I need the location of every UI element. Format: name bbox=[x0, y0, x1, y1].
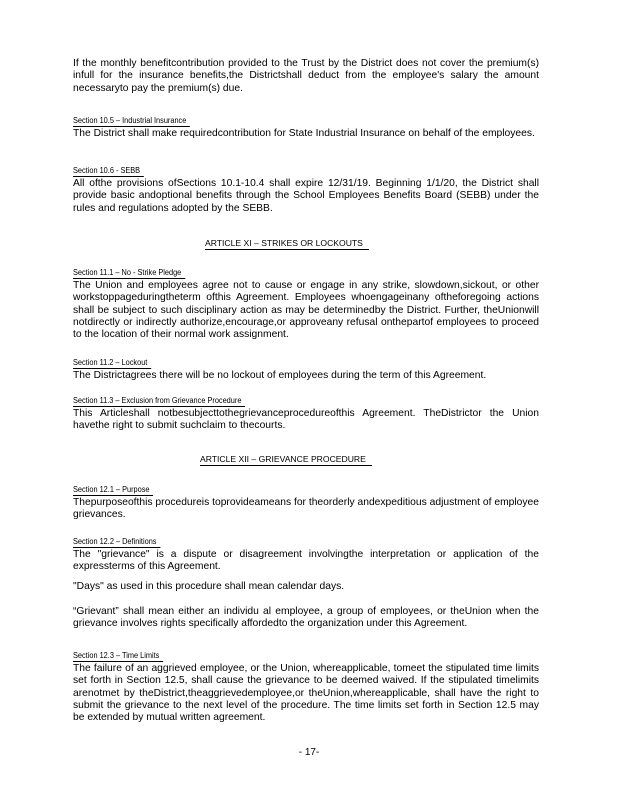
section-10-5 bbox=[73, 110, 539, 140]
grievant-definition bbox=[73, 606, 539, 631]
section-heading: Section 11.2 – Lockout bbox=[73, 358, 151, 369]
section-11-1 bbox=[73, 262, 539, 341]
section-heading: Section 12.2 – Definitions bbox=[73, 537, 160, 548]
section-12-2 bbox=[73, 531, 539, 574]
section-heading: Section 11.1 – No - Strike Pledge bbox=[73, 268, 185, 279]
section-heading: Section 11.3 – Exclusion from Grievance Procedure bbox=[73, 396, 245, 407]
continuation-paragraph bbox=[73, 58, 539, 95]
article-xii-title: ARTICLE XII – GRIEVANCE PROCEDURE bbox=[200, 454, 372, 466]
section-text: The District shall make requiredcontribution for State Industrial Insurance on behalf of the employees. bbox=[73, 128, 535, 139]
section-text: The failure of an aggrieved employee, or the Union, whereapplicable, tomeet the stipulated time limits set forth in Section 12.5, shall cause the grievance to be deemed waived. If the stipulated timelimits arenotmet by theDistrict,theaggrievedemployee,or theUnion,whereapplicable, shall have the right to submit the grievance to the next level of the procedure. The time limits set forth in Section 12.5 may be extended by mutual written agreement. bbox=[73, 663, 539, 724]
section-text: The "grievance" is a dispute or disagreement involvingthe interpretation or application of the expressterms of this Agreement. bbox=[73, 549, 539, 573]
article-xi-title: ARTICLE XI – STRIKES OR LOCKOUTS bbox=[205, 238, 369, 250]
section-12-1 bbox=[73, 479, 539, 522]
section-12-3 bbox=[73, 645, 539, 724]
paragraph-text: "Days" as used in this procedure shall mean calendar days. bbox=[73, 581, 345, 592]
page-number: - 17- bbox=[298, 747, 320, 758]
section-11-2 bbox=[73, 352, 539, 382]
section-10-6 bbox=[73, 160, 539, 215]
section-heading: Section 10.5 – Industrial Insurance bbox=[73, 116, 190, 127]
section-heading: Section 12.3 – Time Limits bbox=[73, 651, 163, 662]
section-text: Thepurposeofthis procedureis toprovideameans for theorderly andexpeditious adjustment of employee grievances. bbox=[73, 497, 539, 521]
section-text: The Districtagrees there will be no lockout of employees during the term of this Agreement. bbox=[73, 370, 487, 381]
section-text: This Articleshall notbesubjecttothegrievanceprocedureofthis Agreement. TheDistrictor the Union havethe right to submit suchclaim to thecourts. bbox=[73, 408, 539, 432]
section-heading: Section 12.1 – Purpose bbox=[73, 485, 153, 496]
section-11-3 bbox=[73, 390, 539, 433]
paragraph-text: If the monthly benefitcontribution provided to the Trust by the District does not cover the premium(s) infull for the insurance benefits,the Districtshall deduct from the employee's salary the amount necessaryto pay the premium(s) due. bbox=[73, 58, 539, 94]
section-text: The Union and employees agree not to cause or engage in any strike, slowdown,sickout, or other workstoppageduringtheterm ofthis Agreement. Employees whoengageinany oftheforegoing actions shall be subject to such disciplinary action as may be determinedby the District. Further, theUnionwill notdirectly or indirectly authorize,encourage,or approveany refusal onthepartof employees to proceed to the location of their normal work assignment. bbox=[73, 280, 539, 341]
section-heading: Section 10.6 - SEBB bbox=[73, 166, 144, 177]
paragraph-text: “Grievant” shall mean either an individu al employee, a group of employees, or theUnion when the grievance involves rights specifically affordedto the organization under this Agreement. bbox=[73, 606, 539, 630]
section-text: All ofthe provisions ofSections 10.1-10.4 shall expire 12/31/19. Beginning 1/1/20, the District shall provide basic andoptional benefits through the School Employees Benefits Board (SEBB) under the rules and regulations adopted by the SEBB. bbox=[73, 178, 539, 214]
days-definition bbox=[73, 581, 539, 593]
